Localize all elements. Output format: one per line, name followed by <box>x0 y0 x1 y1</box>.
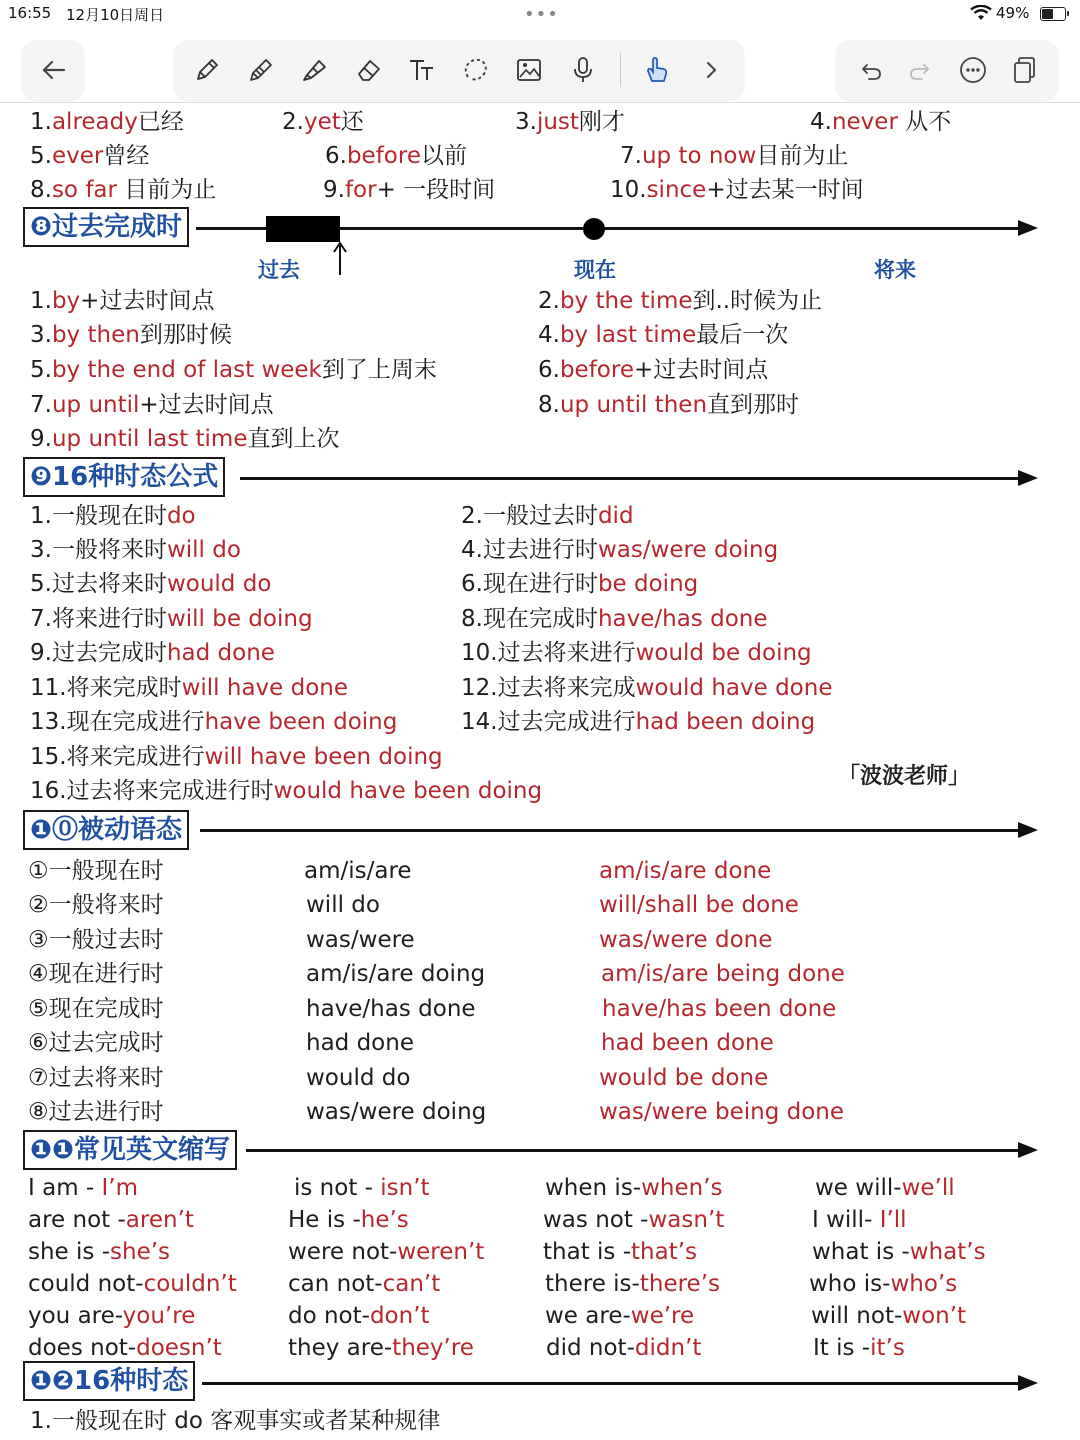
list-item: 4.by last time最后一次 <box>538 322 789 348</box>
list-item: can not-can’t <box>288 1271 441 1297</box>
list-item: 8.so far 目前为止 <box>30 177 217 203</box>
section-10-title: ❶⓪被动语态 <box>23 810 189 850</box>
list-item: It is -it’s <box>813 1335 905 1361</box>
list-item: did not-didn’t <box>546 1335 702 1361</box>
section-11-arrowhead <box>1018 1142 1038 1158</box>
section-12-first-line: 1.一般现在时 do 客观事实或者某种规律 <box>30 1408 441 1434</box>
list-item: they are-they’re <box>288 1335 474 1361</box>
list-item: 10.过去将来进行would be doing <box>461 640 812 666</box>
list-item: 14.过去完成进行had been doing <box>461 709 816 735</box>
list-item: 7.up to now目前为止 <box>620 143 849 169</box>
list-item: we are-we’re <box>545 1303 695 1329</box>
list-item: 6.before以前 <box>325 143 467 169</box>
timeline-now-label: 现在 <box>574 258 616 282</box>
list-item: what is -what’s <box>812 1239 986 1265</box>
list-item: 2.一般过去时did <box>461 503 634 529</box>
list-item: 2.by the time到..时候为止 <box>538 288 823 314</box>
table-cell-tense: ①一般现在时 <box>28 858 164 884</box>
list-item: does not-doesn’t <box>28 1335 222 1361</box>
table-cell-active: was/were <box>306 927 415 953</box>
list-item: 6.现在进行时be doing <box>461 571 699 597</box>
list-item: 9.for+ 一段时间 <box>323 177 496 203</box>
list-item: there is-there’s <box>545 1271 720 1297</box>
list-item: who is-who’s <box>809 1271 958 1297</box>
section-12-arrow <box>202 1382 1018 1385</box>
section-9-title: ❾16种时态公式 <box>23 457 225 497</box>
list-item: 13.现在完成进行have been doing <box>30 709 398 735</box>
list-item: 7.将来进行时will be doing <box>30 606 313 632</box>
list-item: I am - I’m <box>28 1175 139 1201</box>
timeline-arrowhead <box>1018 220 1038 236</box>
table-cell-active: am/is/are doing <box>306 961 486 987</box>
list-item: 4.过去进行时was/were doing <box>461 537 779 563</box>
table-cell-tense: ③一般过去时 <box>28 927 164 953</box>
section-9-arrowhead <box>1018 470 1038 486</box>
list-item: 15.将来完成进行will have been doing <box>30 744 443 770</box>
list-item: 1.already已经 <box>30 109 184 135</box>
table-cell-active: will do <box>306 892 380 918</box>
author-signature: 「波波老师」 <box>838 764 971 789</box>
table-cell-active: was/were doing <box>306 1099 487 1125</box>
status-date: 12月10日周日 <box>66 6 165 24</box>
section-11-title: ❶❶常见英文缩写 <box>23 1130 237 1170</box>
list-item: 1.一般现在时do <box>30 503 196 529</box>
table-cell-passive: will/shall be done <box>599 892 799 918</box>
table-cell-passive: would be done <box>599 1065 769 1091</box>
list-item: was not -wasn’t <box>543 1207 725 1233</box>
table-cell-active: have/has done <box>306 996 476 1022</box>
list-item: that is -that’s <box>543 1239 698 1265</box>
list-item: 9.up until last time直到上次 <box>30 426 340 452</box>
section-8-title: ❽过去完成时 <box>23 207 189 247</box>
list-item: 6.before+过去时间点 <box>538 357 769 383</box>
multitasking-dots[interactable]: ••• <box>524 4 559 25</box>
list-item: 16.过去将来完成进行时would have been doing <box>30 778 543 804</box>
list-item: I will- I’ll <box>812 1207 907 1233</box>
battery-percent: 49% <box>996 4 1030 22</box>
list-item: do not-don’t <box>288 1303 430 1329</box>
table-cell-passive: was/were done <box>599 927 773 953</box>
list-item: 1.by+过去时间点 <box>30 288 215 314</box>
section-10-arrowhead <box>1018 822 1038 838</box>
table-cell-tense: ⑧过去进行时 <box>28 1099 164 1125</box>
table-cell-active: would do <box>306 1065 411 1091</box>
list-item: 8.现在完成时have/has done <box>461 606 768 632</box>
list-item: 7.up until+过去时间点 <box>30 392 274 418</box>
table-cell-tense: ⑥过去完成时 <box>28 1030 164 1056</box>
list-item: 5.过去将来时would do <box>30 571 272 597</box>
list-item: will not-won’t <box>811 1303 967 1329</box>
section-10-arrow <box>200 829 1018 832</box>
list-item: are not -aren’t <box>28 1207 194 1233</box>
present-dot <box>583 218 605 240</box>
list-item: we will-we’ll <box>815 1175 955 1201</box>
list-item: 5.by the end of last week到了上周末 <box>30 357 437 383</box>
table-cell-tense: ⑦过去将来时 <box>28 1065 164 1091</box>
list-item: could not-couldn’t <box>28 1271 237 1297</box>
status-time: 16:55 <box>8 4 52 22</box>
list-item: is not - isn’t <box>294 1175 430 1201</box>
list-item: 3.一般将来时will do <box>30 537 241 563</box>
list-item: 8.up until then直到那时 <box>538 392 800 418</box>
table-cell-tense: ⑤现在完成时 <box>28 996 164 1022</box>
list-item: were not-weren’t <box>288 1239 485 1265</box>
section-11-arrow <box>246 1149 1018 1152</box>
list-item: He is -he’s <box>288 1207 409 1233</box>
timeline-future-label: 将来 <box>874 258 916 282</box>
list-item: 12.过去将来完成would have done <box>461 675 833 701</box>
table-cell-active: had done <box>306 1030 414 1056</box>
table-cell-passive: was/were being done <box>599 1099 845 1125</box>
table-cell-tense: ②一般将来时 <box>28 892 164 918</box>
list-item: 2.yet还 <box>282 109 364 135</box>
list-item: 3.just刚才 <box>515 109 625 135</box>
table-cell-passive: had been done <box>601 1030 774 1056</box>
section-9-arrow <box>240 477 1018 480</box>
timeline-past-label: 过去 <box>258 258 300 282</box>
table-cell-passive: have/has been done <box>602 996 837 1022</box>
list-item: 3.by then到那时候 <box>30 322 232 348</box>
list-item: 9.过去完成时had done <box>30 640 275 666</box>
past-perfect-block <box>266 216 340 242</box>
section-12-arrowhead <box>1018 1375 1038 1391</box>
list-item: she is -she’s <box>28 1239 171 1265</box>
list-item: 4.never 从不 <box>810 109 952 135</box>
list-item: 11.将来完成时will have done <box>30 675 349 701</box>
table-cell-passive: am/is/are being done <box>601 961 845 987</box>
list-item: 10.since+过去某一时间 <box>610 177 864 203</box>
table-cell-tense: ④现在进行时 <box>28 961 164 987</box>
section-12-title: ❶❷16种时态 <box>23 1361 195 1401</box>
list-item: you are-you’re <box>28 1303 196 1329</box>
list-item: when is-when’s <box>545 1175 723 1201</box>
arrow-up-icon <box>330 240 350 276</box>
list-item: 5.ever曾经 <box>30 143 150 169</box>
table-cell-active: am/is/are <box>304 858 412 884</box>
table-cell-passive: am/is/are done <box>599 858 772 884</box>
